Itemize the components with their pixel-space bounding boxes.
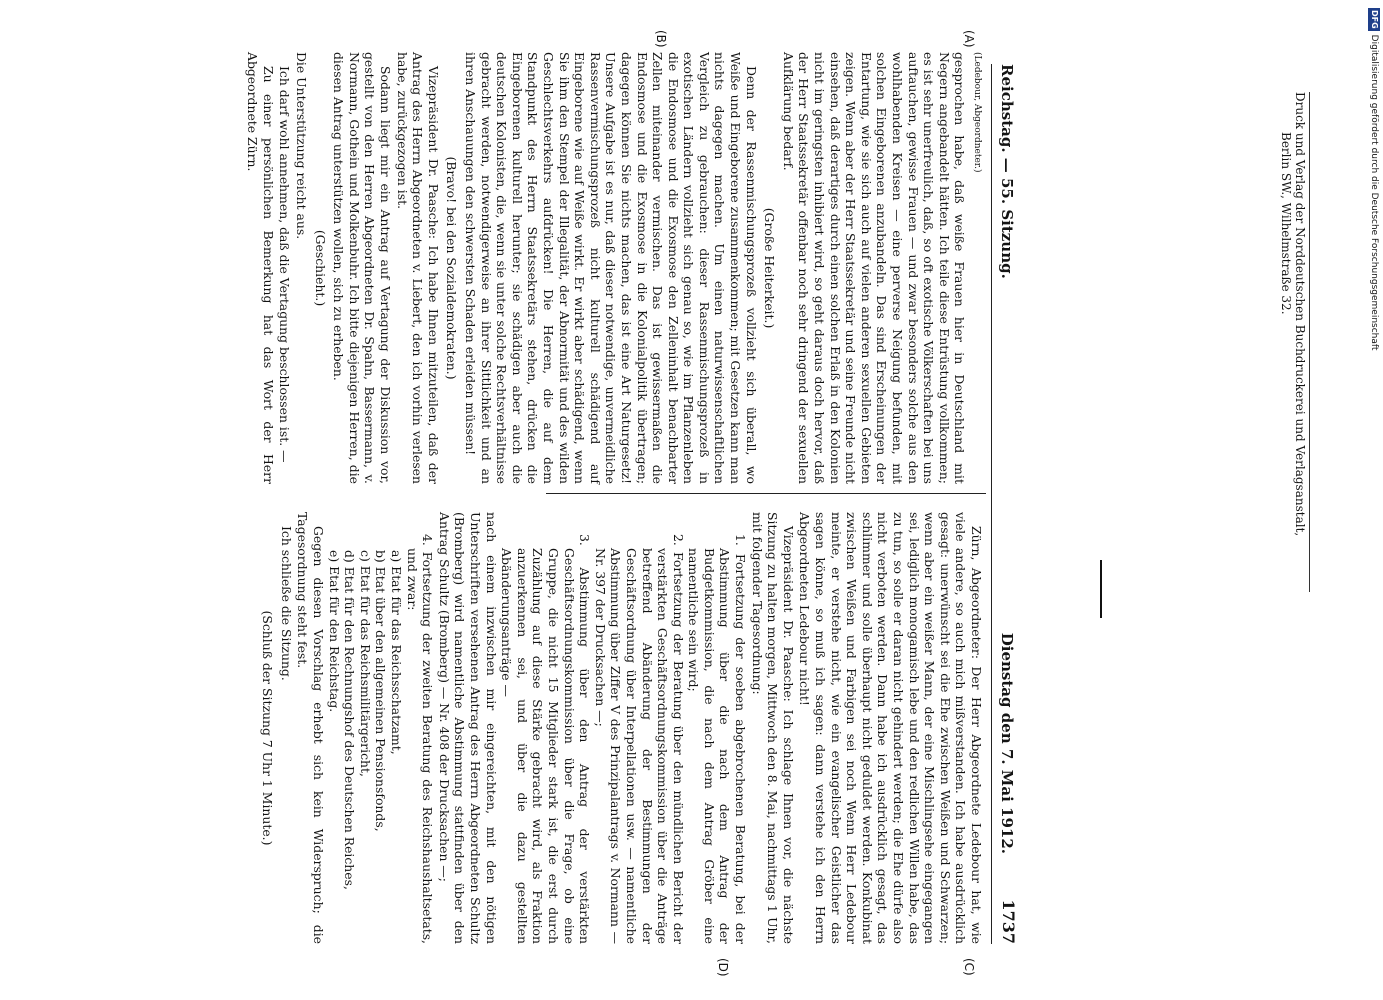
agenda-list	[326, 512, 435, 944]
agenda-list	[499, 512, 749, 944]
speaker-note: (Ledebour, Abgeordneter.)	[972, 52, 982, 173]
left-column	[244, 52, 984, 484]
agenda-subitem: a) Etat für das Reichsschatzamt,	[389, 550, 405, 755]
end-rule	[1100, 560, 1102, 618]
margin-marker-d: (D)	[716, 958, 730, 977]
page-number: 1737	[999, 899, 1018, 944]
agenda-item: 1. Fortsetzung der soeben abgebrochenen Beratung, bei der Abstimmung über die nach dem Antrag der Budgetkommission, die nach dem Antrag Gröber eine namentliche sein wird;	[686, 534, 749, 944]
header-date: Dienstag den 7. Mai 1912.	[998, 632, 1016, 854]
paragraph: Ich darf wohl annehmen, daß die Vertagung beschlossen ist. —	[277, 66, 293, 463]
paragraph: Zürn, Abgeordneter: Der Herr Abgeordnete Ledebour hat, wie viele andere, so auch mich mißverstanden. Ich habe ausdrücklich gesagt: unerwünscht sei die Ehe zwischen Weißen und Schwarzen; wenn aber ein weißer Mann, der eine Mischlingsehe eingegangen sei, lediglich monogamisch lebe und den redlichen Willen habe, das zu tun, so solle er daran nicht gehindert werden; die Ehe dürfe also nicht verboten werden. Dann habe ich ausdrücklich gesagt, das schlimmer und solle überhaupt nicht geduldet werden. Konkubinat zwischen Weißen und Farbigen sei noch Wenn Herr Ledebour meinte, er verstehe nicht, wie ein evangelischer Geistlicher das sagen könne, so muß ich sagen: dann verstehe ich den Herrn Abgeordneten Ledebour nicht!	[797, 512, 984, 944]
imprint	[1279, 92, 1310, 592]
column-divider	[546, 493, 986, 494]
document-page	[50, 0, 1040, 1000]
paragraph: Sodann liegt mir ein Antrag auf Vertagung der Diskussion vor, gestellt von den Herren Abgeordneten Dr. Spahn, Bassermann, v. Normann, Gothein und Molkenbuhr. Ich bitte diejenigen Herren, die diesen Antrag unterstützen wollen, sich zu erheben.	[331, 52, 394, 484]
reaction: (Bravo! bei den Sozialdemokraten.)	[444, 156, 460, 380]
paragraph: Vizepräsident Dr. Paasche: Ich habe Ihnen mitzuteilen, daß der Antrag des Herrn Abgeordneten v. Liebert, den ich vorhin verlesen habe, zurückgezogen ist.	[394, 52, 441, 484]
reaction: (Große Heiterkeit.)	[762, 207, 778, 329]
agenda-subitem: b) Etat über den allgemeinen Pensionsfonds,	[373, 550, 389, 832]
margin-marker-a: (A)	[962, 30, 976, 48]
margin-marker-c: (C)	[962, 958, 976, 976]
paragraph: Denn der Rassenmischungsprozeß vollzieht sich überall, wo Weiße und Eingeborene zusammenkommen; mit Gesetzen kann man nichts dagegen machen. Um einen naturwissenschaftlichen Vergleich zu gebrauchen: dieser Rassenmischungsprozeß in exotischen Ländern vollzieht sich genau so, wie im Pflanzenleben die Endosmose und die Exosmose den Zelleninhalt benachbarter Zellen miteinander vermischen. Das ist gewissermaßen die Endosmose und die Exosmose in die Kolonialpolitik übertragen; dagegen können Sie nichts machen, das ist eine Art Naturgesetz! Unsere Aufgabe ist es nur, daß dieser notwendige, unvermeidliche Rassenvermischungsprozeß nicht kulturell schädigend auf Eingeborene wie auf Weiße wirkt. Er wirkt aber schädigend, wenn Sie ihm den Stempel der Illegalität, der Abnormität und des wilden Geschlechtsverkehrs aufdrücken! Die Herren, die auf dem Standpunkt des Herrn Staatssekretärs stehen, drücken die Eingeborenen kulturell herunter; sie schädigen aber auch die deutschen Kolonisten, die, wenn sie unter solche Rechtsverhältnisse gebracht werden, notwendigerweise an ihrer Sittlichkeit und an ihren Anschauungen den schwersten Schaden erleiden müssen!	[463, 52, 759, 484]
reaction: (Geschieht.)	[312, 229, 328, 307]
paragraph: Gegen diesen Vorschlag erhebt sich kein Widerspruch; die Tagesordnung steht fest.	[295, 512, 327, 944]
dfg-logo: DFG	[1370, 10, 1380, 29]
paragraph: Die Unterstützung reicht aus.	[294, 52, 310, 240]
right-column	[257, 512, 984, 944]
imprint-line: Berlin SW., Wilhelmstraße 32.	[1279, 132, 1293, 315]
agenda-item: 2. Fortsetzung der Beratung über den mündlichen Bericht der verstärkten Geschäftsordnungskommission über die Anträge betreffend Abänderung der Bestimmungen der Geschäftsordnung über Interpellationen usw. — namentliche Abstimmung über Ziffer V des Prinzipalantrags v. Normann — Nr. 397 der Drucksachen —;	[592, 534, 686, 944]
closing-note: (Schluß der Sitzung 7 Uhr 1 Minute.)	[260, 610, 276, 846]
paragraph: Ich schließe die Sitzung.	[278, 526, 294, 681]
dfg-text: Digitalisierung gefördert durch die Deutsche Forschungsgemeinschaft	[1369, 34, 1379, 351]
dfg-credit	[1366, 8, 1382, 908]
agenda-item: 3. Abstimmung über den Antrag der verstärkten Geschäftsordnungskommission über die Frage, ob eine Gruppe, die nicht 15 Mitglieder stark ist, die erst durch Zuzählung auf diese Stärke gebracht wird, als Fraktion anzuerkennen sei, und über die dazu gestellten Abänderungsanträge —	[499, 534, 593, 944]
margin-marker-b: (B)	[654, 30, 668, 48]
paragraph: nach einem inzwischen mir eingereichten, mit den nötigen Unterschriften versehenen Antrag des Herrn Abgeordneten Schultz (Bromberg) wird namentliche Abstimmung stattfinden über den Antrag Schultz (Bromberg) — Nr. 408 der Drucksachen —;	[436, 512, 499, 944]
agenda-subitem: e) Etat für den Reichstag.	[326, 550, 342, 713]
paragraph: Vizepräsident Dr. Paasche: Ich schlage Ihnen vor, die nächste Sitzung zu halten morgen, Mittwoch den 8. Mai, nachmittags 1 Uhr, mit folgender Tagesordnung:	[749, 512, 796, 944]
agenda-subitem: c) Etat für das Reichsmilitärgericht,	[357, 550, 373, 777]
paragraph: Zu einer persönlichen Bemerkung hat das Wort der Herr Abgeordnete Zürn.	[245, 52, 276, 484]
imprint-line: Druck und Verlag der Norddeutschen Buchdruckerei und Verlagsanstalt,	[1293, 92, 1307, 537]
page-header	[991, 64, 1018, 944]
agenda-subitem: d) Etat für den Rechnungshof des Deutschen Reiches,	[342, 550, 358, 890]
header-left: Reichstag. — 55. Sitzung.	[998, 64, 1016, 279]
agenda-item: 4. Fortsetzung der zweiten Beratung des Reichshaushaltsetats, und zwar:	[404, 534, 436, 944]
paragraph: gesprochen habe, daß weiße Frauen hier in Deutschland mit Negern angebandelt hätten. Ich teile diese Entrüstung vollkommen; es ist sehr unerfreulich, daß, so oft exotische Völkerschaften bei uns auftauchen, gewisse Frauen — und zwar besonders solche aus den wohlhabenden Kreisen — eine perverse Neigung befunden, mit solchen Eingeborenen anzubandeln. Das sind Erscheinungen der Entartung, wie sie sich auch auf vielen anderen sexuellen Gebieten zeigen. Wenn aber der Herr Staatssekretär und seine Freunde nicht einsehen, daß derartiges durch einen solchen Erlaß in den Kolonien nicht im geringsten inhibiert wird, so geht daraus doch hervor, daß der Herr Staatssekretär offenbar noch sehr dringend der sexuellen Aufklärung bedarf.	[780, 52, 968, 484]
